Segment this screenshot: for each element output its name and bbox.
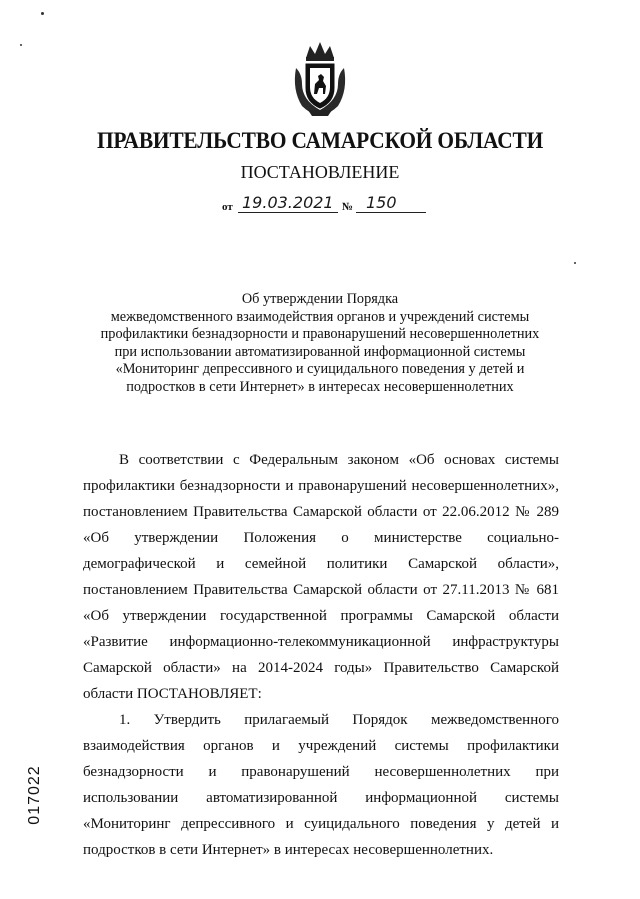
subject-line: при использовании автоматизированной информационной системы xyxy=(114,343,526,360)
scan-speck xyxy=(41,12,44,15)
body-line: В соответствии с Федеральным законом «Об основах системы xyxy=(119,452,559,468)
body-line: «Развитие информационно-телекоммуникационной инфраструктуры xyxy=(83,634,559,650)
body-line: использовании автоматизированной информационной системы xyxy=(83,790,559,806)
document-type: ПОСТАНОВЛЕНИЕ xyxy=(240,162,400,182)
date-handwritten: 19.03.2021 xyxy=(242,193,334,212)
document-body xyxy=(83,447,559,863)
document-subject xyxy=(100,291,540,396)
body-line: взаимодействия органов и учреждений системы профилактики xyxy=(83,738,559,754)
subject-line: профилактики безнадзорности и правонарушений несовершеннолетних xyxy=(100,326,540,342)
body-line: «Об утверждении Положения о министерстве социально- xyxy=(83,530,559,546)
body-line: демографической и семейной политики Самарской области», xyxy=(83,556,559,572)
subject-line: «Мониторинг депрессивного и суицидального поведения у детей и xyxy=(115,361,525,377)
body-line: 1. Утвердить прилагаемый Порядок межведомственного xyxy=(119,712,559,728)
body-line: профилактики безнадзорности и правонарушений несовершеннолетних», xyxy=(83,478,559,494)
body-line: «Об утверждении государственной программы Самарской области xyxy=(83,608,559,624)
paragraph-preamble xyxy=(83,447,559,707)
body-line: постановлением Правительства Самарской области от 22.06.2012 № 289 xyxy=(83,504,559,520)
subject-line: подростков в сети Интернет» в интересах несовершеннолетних xyxy=(126,378,514,395)
body-line: «Мониторинг депрессивного и суицидального поведения у детей и xyxy=(83,816,559,832)
scan-speck xyxy=(20,44,22,46)
subject-line: Об утверждении Порядка xyxy=(241,291,399,307)
body-line: Самарской области» на 2014-2024 годы» Правительство Самарской xyxy=(83,660,559,676)
scan-speck xyxy=(574,262,576,264)
body-line: постановлением Правительства Самарской области от 27.11.2013 № 681 xyxy=(83,582,559,598)
number-handwritten: 150 xyxy=(366,193,397,212)
serial-number: 017022 xyxy=(26,765,43,825)
date-prefix: от xyxy=(222,201,233,213)
coat-of-arms-icon xyxy=(288,40,352,120)
body-line: области ПОСТАНОВЛЯЕТ: xyxy=(83,686,262,702)
body-line: подростков в сети Интернет» в интересах несовершеннолетних. xyxy=(83,842,494,858)
date-underline xyxy=(238,212,338,213)
number-prefix: № xyxy=(342,201,354,213)
subject-line: межведомственного взаимодействия органов и учреждений системы xyxy=(110,308,530,325)
paragraph-item-1 xyxy=(83,707,559,863)
organization-title: ПРАВИТЕЛЬСТВО САМАРСКОЙ ОБЛАСТИ xyxy=(96,128,544,153)
body-line: безнадзорности и правонарушений несовершеннолетних при xyxy=(83,764,559,780)
date-number-line xyxy=(222,194,432,216)
number-underline xyxy=(356,212,426,213)
serial-stamp xyxy=(22,760,48,830)
